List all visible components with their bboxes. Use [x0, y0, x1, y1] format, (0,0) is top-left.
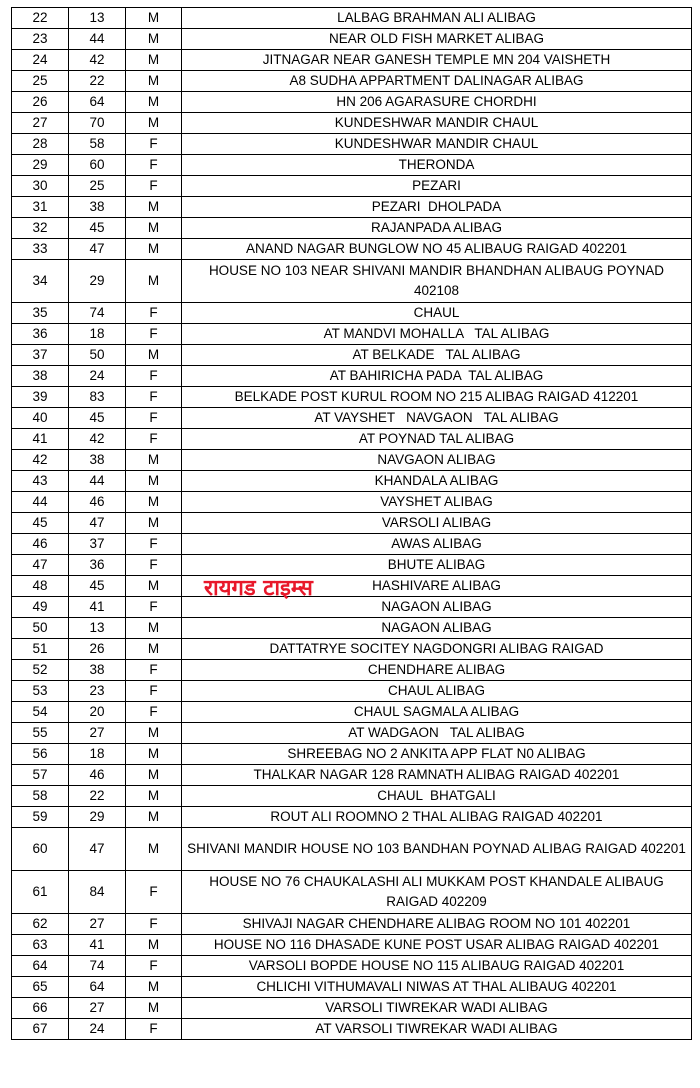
age-cell: 58 [69, 134, 126, 155]
address-cell: NEAR OLD FISH MARKET ALIBAG [182, 29, 692, 50]
records-table [11, 7, 692, 1040]
serial-number-cell: 67 [12, 1019, 69, 1040]
table-row [12, 92, 692, 113]
sex-cell: M [126, 576, 182, 597]
address-cell: AT MANDVI MOHALLA TAL ALIBAG [182, 324, 692, 345]
table-row [12, 723, 692, 744]
table-row [12, 176, 692, 197]
sex-cell: F [126, 702, 182, 723]
serial-number-cell: 29 [12, 155, 69, 176]
table-row [12, 744, 692, 765]
address-cell: SHREEBAG NO 2 ANKITA APP FLAT N0 ALIBAG [182, 744, 692, 765]
table-row [12, 387, 692, 408]
table-row [12, 935, 692, 956]
address-cell: CHENDHARE ALIBAG [182, 660, 692, 681]
sex-cell: F [126, 134, 182, 155]
age-cell: 74 [69, 956, 126, 977]
table-row [12, 681, 692, 702]
address-cell: AT VARSOLI TIWREKAR WADI ALIBAG [182, 1019, 692, 1040]
table-row [12, 618, 692, 639]
serial-number-cell: 27 [12, 113, 69, 134]
sex-cell: F [126, 324, 182, 345]
table-row [12, 786, 692, 807]
address-cell: CHLICHI VITHUMAVALI NIWAS AT THAL ALIBAUG 402201 [182, 977, 692, 998]
address-cell: HOUSE NO 76 CHAUKALASHI ALI MUKKAM POST KHANDALE ALIBAUG RAIGAD 402209 [182, 871, 692, 914]
address-cell: THALKAR NAGAR 128 RAMNATH ALIBAG RAIGAD 402201 [182, 765, 692, 786]
sex-cell: F [126, 681, 182, 702]
table-row [12, 218, 692, 239]
serial-number-cell: 48 [12, 576, 69, 597]
sex-cell: M [126, 492, 182, 513]
sex-cell: M [126, 345, 182, 366]
serial-number-cell: 44 [12, 492, 69, 513]
sex-cell: M [126, 71, 182, 92]
sex-cell: M [126, 744, 182, 765]
serial-number-cell: 24 [12, 50, 69, 71]
sex-cell: F [126, 871, 182, 914]
sex-cell: M [126, 765, 182, 786]
serial-number-cell: 45 [12, 513, 69, 534]
table-row [12, 71, 692, 92]
address-cell: KHANDALA ALIBAG [182, 471, 692, 492]
serial-number-cell: 56 [12, 744, 69, 765]
table-row [12, 576, 692, 597]
table-row [12, 450, 692, 471]
serial-number-cell: 33 [12, 239, 69, 260]
sex-cell: M [126, 618, 182, 639]
age-cell: 29 [69, 807, 126, 828]
age-cell: 42 [69, 50, 126, 71]
address-cell: RAJANPADA ALIBAG [182, 218, 692, 239]
address-cell: VARSOLI TIWREKAR WADI ALIBAG [182, 998, 692, 1019]
table-row [12, 871, 692, 914]
age-cell: 24 [69, 366, 126, 387]
serial-number-cell: 31 [12, 197, 69, 218]
age-cell: 29 [69, 260, 126, 303]
table-row [12, 828, 692, 871]
address-cell: VAYSHET ALIBAG [182, 492, 692, 513]
sex-cell: M [126, 29, 182, 50]
sex-cell: M [126, 92, 182, 113]
serial-number-cell: 53 [12, 681, 69, 702]
sex-cell: F [126, 534, 182, 555]
table-row [12, 639, 692, 660]
sex-cell: M [126, 8, 182, 29]
sex-cell: F [126, 429, 182, 450]
address-cell: SHIVAJI NAGAR CHENDHARE ALIBAG ROOM NO 101 402201 [182, 914, 692, 935]
serial-number-cell: 62 [12, 914, 69, 935]
sex-cell: M [126, 998, 182, 1019]
age-cell: 45 [69, 408, 126, 429]
sex-cell: M [126, 260, 182, 303]
table-row [12, 408, 692, 429]
address-cell: VARSOLI BOPDE HOUSE NO 115 ALIBAUG RAIGAD 402201 [182, 956, 692, 977]
sex-cell: F [126, 597, 182, 618]
table-row [12, 197, 692, 218]
address-cell: PEZARI DHOLPADA [182, 197, 692, 218]
sex-cell: M [126, 197, 182, 218]
table-row [12, 8, 692, 29]
age-cell: 45 [69, 218, 126, 239]
table-row [12, 1019, 692, 1040]
age-cell: 18 [69, 324, 126, 345]
address-cell: AT BELKADE TAL ALIBAG [182, 345, 692, 366]
sex-cell: F [126, 914, 182, 935]
sex-cell: M [126, 50, 182, 71]
table-row [12, 513, 692, 534]
address-cell: JITNAGAR NEAR GANESH TEMPLE MN 204 VAISHETH [182, 50, 692, 71]
table-row [12, 702, 692, 723]
age-cell: 13 [69, 618, 126, 639]
table-row [12, 977, 692, 998]
table-row [12, 113, 692, 134]
address-cell: DATTATRYE SOCITEY NAGDONGRI ALIBAG RAIGAD [182, 639, 692, 660]
serial-number-cell: 41 [12, 429, 69, 450]
sex-cell: F [126, 176, 182, 197]
table-row [12, 471, 692, 492]
serial-number-cell: 32 [12, 218, 69, 239]
table-row [12, 155, 692, 176]
serial-number-cell: 37 [12, 345, 69, 366]
age-cell: 45 [69, 576, 126, 597]
sex-cell: M [126, 807, 182, 828]
address-cell: KUNDESHWAR MANDIR CHAUL [182, 134, 692, 155]
sex-cell: F [126, 387, 182, 408]
address-cell: CHAUL [182, 303, 692, 324]
serial-number-cell: 39 [12, 387, 69, 408]
table-row [12, 555, 692, 576]
address-cell: AWAS ALIBAG [182, 534, 692, 555]
serial-number-cell: 22 [12, 8, 69, 29]
address-cell: AT BAHIRICHA PADA TAL ALIBAG [182, 366, 692, 387]
address-cell: HOUSE NO 103 NEAR SHIVANI MANDIR BHANDHAN ALIBAUG POYNAD 402108 [182, 260, 692, 303]
age-cell: 18 [69, 744, 126, 765]
age-cell: 44 [69, 471, 126, 492]
address-cell: NAGAON ALIBAG [182, 618, 692, 639]
serial-number-cell: 47 [12, 555, 69, 576]
age-cell: 37 [69, 534, 126, 555]
address-cell: ANAND NAGAR BUNGLOW NO 45 ALIBAUG RAIGAD 402201 [182, 239, 692, 260]
address-cell: AT WADGAON TAL ALIBAG [182, 723, 692, 744]
serial-number-cell: 66 [12, 998, 69, 1019]
age-cell: 47 [69, 513, 126, 534]
address-cell: HN 206 AGARASURE CHORDHI [182, 92, 692, 113]
serial-number-cell: 60 [12, 828, 69, 871]
address-cell: PEZARI [182, 176, 692, 197]
sex-cell: M [126, 113, 182, 134]
serial-number-cell: 51 [12, 639, 69, 660]
serial-number-cell: 58 [12, 786, 69, 807]
sex-cell: M [126, 935, 182, 956]
address-cell: A8 SUDHA APPARTMENT DALINAGAR ALIBAG [182, 71, 692, 92]
records-table-body [12, 8, 692, 1040]
sex-cell: M [126, 786, 182, 807]
age-cell: 70 [69, 113, 126, 134]
serial-number-cell: 57 [12, 765, 69, 786]
sex-cell: M [126, 450, 182, 471]
table-row [12, 134, 692, 155]
serial-number-cell: 38 [12, 366, 69, 387]
table-row [12, 998, 692, 1019]
sex-cell: F [126, 660, 182, 681]
age-cell: 20 [69, 702, 126, 723]
sex-cell: M [126, 828, 182, 871]
age-cell: 27 [69, 723, 126, 744]
sex-cell: F [126, 408, 182, 429]
records-table-container [11, 7, 691, 1040]
newspaper-watermark: रायगड टाइम्स [204, 576, 313, 601]
age-cell: 25 [69, 176, 126, 197]
serial-number-cell: 49 [12, 597, 69, 618]
table-row [12, 429, 692, 450]
table-row [12, 660, 692, 681]
address-cell: ROUT ALI ROOMNO 2 THAL ALIBAG RAIGAD 402201 [182, 807, 692, 828]
address-cell: AT POYNAD TAL ALIBAG [182, 429, 692, 450]
age-cell: 26 [69, 639, 126, 660]
table-row [12, 765, 692, 786]
address-cell: THERONDA [182, 155, 692, 176]
age-cell: 60 [69, 155, 126, 176]
serial-number-cell: 63 [12, 935, 69, 956]
address-cell: NAGAON ALIBAG [182, 597, 692, 618]
age-cell: 36 [69, 555, 126, 576]
age-cell: 24 [69, 1019, 126, 1040]
serial-number-cell: 42 [12, 450, 69, 471]
age-cell: 84 [69, 871, 126, 914]
table-row [12, 50, 692, 71]
address-cell: LALBAG BRAHMAN ALI ALIBAG [182, 8, 692, 29]
address-cell: AT VAYSHET NAVGAON TAL ALIBAG [182, 408, 692, 429]
address-cell: CHAUL ALIBAG [182, 681, 692, 702]
age-cell: 22 [69, 71, 126, 92]
address-cell: CHAUL SAGMALA ALIBAG [182, 702, 692, 723]
age-cell: 47 [69, 828, 126, 871]
sex-cell: F [126, 555, 182, 576]
age-cell: 74 [69, 303, 126, 324]
serial-number-cell: 55 [12, 723, 69, 744]
age-cell: 64 [69, 977, 126, 998]
serial-number-cell: 59 [12, 807, 69, 828]
table-row [12, 534, 692, 555]
sex-cell: F [126, 1019, 182, 1040]
address-cell: BELKADE POST KURUL ROOM NO 215 ALIBAG RAIGAD 412201 [182, 387, 692, 408]
table-row [12, 260, 692, 303]
table-row [12, 956, 692, 977]
sex-cell: M [126, 471, 182, 492]
serial-number-cell: 61 [12, 871, 69, 914]
age-cell: 46 [69, 765, 126, 786]
sex-cell: M [126, 513, 182, 534]
table-row [12, 807, 692, 828]
age-cell: 64 [69, 92, 126, 113]
serial-number-cell: 64 [12, 956, 69, 977]
address-cell: HASHIVARE ALIBAG [182, 576, 692, 597]
serial-number-cell: 40 [12, 408, 69, 429]
serial-number-cell: 34 [12, 260, 69, 303]
sex-cell: F [126, 956, 182, 977]
age-cell: 47 [69, 239, 126, 260]
sex-cell: M [126, 723, 182, 744]
age-cell: 83 [69, 387, 126, 408]
table-row [12, 239, 692, 260]
age-cell: 38 [69, 450, 126, 471]
address-cell: SHIVANI MANDIR HOUSE NO 103 BANDHAN POYNAD ALIBAG RAIGAD 402201 [182, 828, 692, 871]
age-cell: 27 [69, 998, 126, 1019]
serial-number-cell: 23 [12, 29, 69, 50]
table-row [12, 366, 692, 387]
table-row [12, 29, 692, 50]
age-cell: 46 [69, 492, 126, 513]
age-cell: 13 [69, 8, 126, 29]
serial-number-cell: 43 [12, 471, 69, 492]
address-cell: HOUSE NO 116 DHASADE KUNE POST USAR ALIBAG RAIGAD 402201 [182, 935, 692, 956]
age-cell: 38 [69, 197, 126, 218]
table-row [12, 914, 692, 935]
sex-cell: M [126, 218, 182, 239]
age-cell: 44 [69, 29, 126, 50]
sex-cell: F [126, 155, 182, 176]
serial-number-cell: 28 [12, 134, 69, 155]
address-cell: VARSOLI ALIBAG [182, 513, 692, 534]
sex-cell: M [126, 977, 182, 998]
serial-number-cell: 65 [12, 977, 69, 998]
serial-number-cell: 54 [12, 702, 69, 723]
sex-cell: M [126, 639, 182, 660]
age-cell: 41 [69, 597, 126, 618]
sex-cell: M [126, 239, 182, 260]
address-cell: BHUTE ALIBAG [182, 555, 692, 576]
serial-number-cell: 52 [12, 660, 69, 681]
serial-number-cell: 25 [12, 71, 69, 92]
table-row [12, 492, 692, 513]
table-row [12, 345, 692, 366]
age-cell: 22 [69, 786, 126, 807]
serial-number-cell: 36 [12, 324, 69, 345]
serial-number-cell: 50 [12, 618, 69, 639]
age-cell: 38 [69, 660, 126, 681]
table-row [12, 324, 692, 345]
age-cell: 41 [69, 935, 126, 956]
address-cell: KUNDESHWAR MANDIR CHAUL [182, 113, 692, 134]
table-row [12, 597, 692, 618]
serial-number-cell: 30 [12, 176, 69, 197]
age-cell: 50 [69, 345, 126, 366]
address-cell: CHAUL BHATGALI [182, 786, 692, 807]
table-row [12, 303, 692, 324]
sex-cell: F [126, 366, 182, 387]
serial-number-cell: 35 [12, 303, 69, 324]
address-cell: NAVGAON ALIBAG [182, 450, 692, 471]
age-cell: 42 [69, 429, 126, 450]
serial-number-cell: 46 [12, 534, 69, 555]
serial-number-cell: 26 [12, 92, 69, 113]
age-cell: 23 [69, 681, 126, 702]
sex-cell: F [126, 303, 182, 324]
age-cell: 27 [69, 914, 126, 935]
